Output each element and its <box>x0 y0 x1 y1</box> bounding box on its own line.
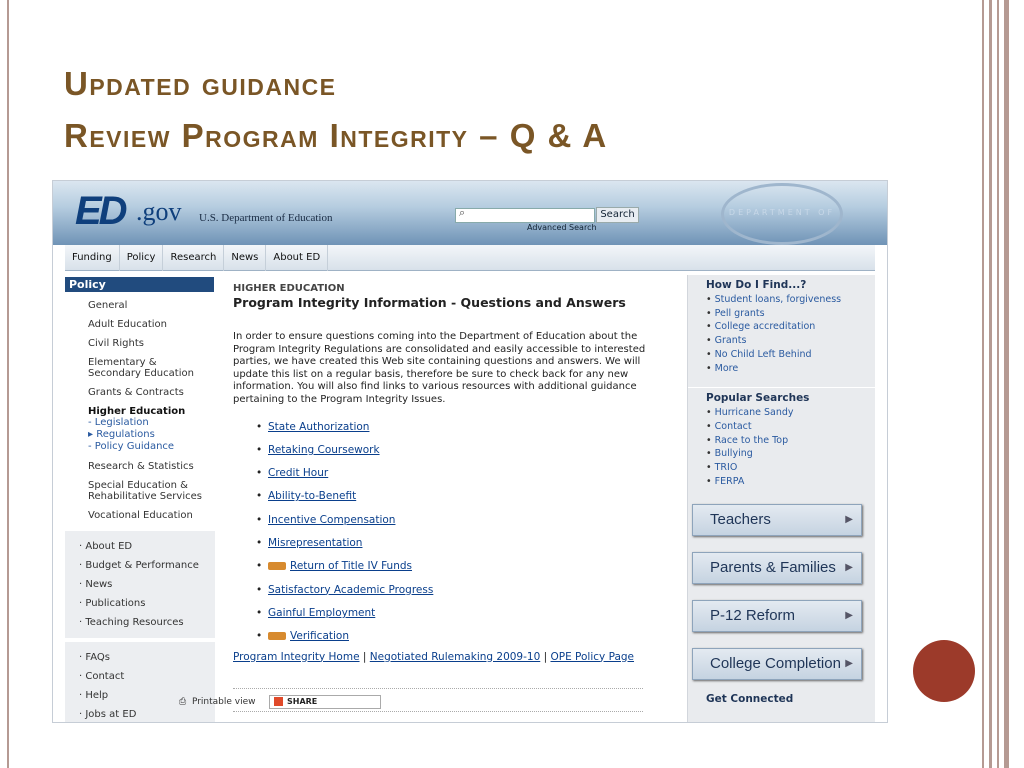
link-program-integrity-home[interactable]: Program Integrity Home <box>233 650 360 663</box>
sidebar-item-higher-education[interactable]: Higher Education <box>88 406 186 417</box>
sidebar-link-teaching-resources-label: Teaching Resources <box>85 617 184 628</box>
sidebar-subitem-legislation-label: Legislation <box>94 417 149 428</box>
sidebar-item-general[interactable]: General <box>88 300 128 311</box>
department-seal: DEPARTMENT OF <box>721 183 843 245</box>
sidebar-item-elementary-line1: Elementary & <box>88 357 157 368</box>
ed-logo[interactable]: ED <box>75 189 125 233</box>
web-screenshot <box>52 180 888 723</box>
search-button[interactable]: Search <box>596 207 639 223</box>
list-item <box>233 532 673 555</box>
link-state-authorization[interactable]: State Authorization <box>268 420 370 433</box>
link-credit-hour[interactable]: Credit Hour <box>268 467 329 480</box>
sidebar-subitem-legislation[interactable]: - Legislation <box>88 417 149 428</box>
sidebar-link-faqs-label: FAQs <box>85 652 110 663</box>
right-border-3 <box>997 0 999 768</box>
advanced-search-link[interactable]: Advanced Search <box>527 223 597 232</box>
how-link[interactable]: • No Child Left Behind <box>706 348 875 362</box>
popular-link[interactable]: • Bullying <box>706 447 875 461</box>
sidebar-link-publications-label: Publications <box>85 598 146 609</box>
right-border-4 <box>1004 0 1009 768</box>
sidebar-group-2 <box>65 642 215 723</box>
list-item <box>233 509 673 532</box>
how-link[interactable]: • Pell grants <box>706 307 875 321</box>
search-input[interactable] <box>455 208 595 223</box>
link-return-of-title-iv[interactable]: Return of Title IV Funds <box>290 560 413 573</box>
sidebar-link-contact-label: Contact <box>85 671 125 682</box>
sidebar-item-civil-rights[interactable]: Civil Rights <box>88 338 144 349</box>
popular-searches-heading: Popular Searches <box>706 392 810 405</box>
chevron-right-icon: ▶ <box>845 514 853 526</box>
how-link[interactable]: • Student loans, forgiveness <box>706 293 875 307</box>
search-icon: ⌕ <box>459 206 466 219</box>
sidebar-header: Policy <box>65 277 214 292</box>
sidebar-subitem-policy-guidance[interactable]: - Policy Guidance <box>88 441 175 452</box>
sidebar-link-jobs[interactable]: · Jobs at ED <box>79 709 137 720</box>
section-kicker: HIGHER EDUCATION <box>233 283 345 294</box>
link-ability-to-benefit[interactable]: Ability-to-Benefit <box>268 490 357 503</box>
bottom-links: Program Integrity Home | Negotiated Rulemaking 2009-10 | OPE Policy Page <box>233 650 635 663</box>
how-link[interactable]: • More <box>706 362 875 376</box>
sidebar-link-about-ed-label: About ED <box>85 541 133 552</box>
link-satisfactory-progress[interactable]: Satisfactory Academic Progress <box>268 583 434 596</box>
sidebar-link-about-ed[interactable]: · About ED <box>79 541 133 552</box>
new-badge-icon <box>268 632 286 640</box>
main-content <box>233 283 673 712</box>
printable-view-link[interactable] <box>179 697 256 707</box>
sidebar-link-faqs[interactable]: · FAQs <box>79 652 110 663</box>
parents-families-button[interactable] <box>692 552 862 584</box>
list-item <box>233 579 673 602</box>
department-name: U.S. Department of Education <box>199 212 333 224</box>
site-header <box>53 181 888 245</box>
intro-paragraph: In order to ensure questions coming into the Department of Education about the Program Integrity Regulations are consolidated and easily accessible to interested parties, we have created this Web site containing questions and answers. We will update this list on a regular basis, therefore be sure to check back for any new information. You will also find links to various resources with additional guidance pertaining to the Program Integrity Issues. <box>233 331 646 405</box>
share-button[interactable] <box>269 695 381 709</box>
teachers-button[interactable] <box>692 504 862 536</box>
p12-reform-label: P-12 Reform <box>710 607 796 625</box>
right-sidebar <box>687 275 875 723</box>
how-link[interactable]: • College accreditation <box>706 320 875 334</box>
ed-logo-suffix[interactable]: .gov <box>136 197 182 226</box>
list-item <box>233 439 673 462</box>
sidebar-subitem-policy-guidance-label: Policy Guidance <box>94 441 175 452</box>
college-completion-label: College Completion <box>710 655 841 673</box>
sidebar-link-publications[interactable]: · Publications <box>79 598 146 609</box>
right-border-2 <box>989 0 992 768</box>
sidebar-item-research[interactable]: Research & Statistics <box>88 461 194 472</box>
sidebar-item-elementary[interactable] <box>65 357 215 379</box>
main-nav <box>65 245 875 271</box>
popular-searches-list <box>688 406 875 488</box>
sidebar-link-contact[interactable]: · Contact <box>79 671 125 682</box>
sidebar-link-news[interactable]: · News <box>79 579 113 590</box>
sidebar-link-help-label: Help <box>85 690 109 701</box>
new-badge-icon <box>268 562 286 570</box>
sidebar-item-special-education-line2: Rehabilitative Services <box>88 491 202 502</box>
slide-title <box>64 58 608 162</box>
printable-view-label: Printable view <box>191 697 256 707</box>
popular-link[interactable]: • Hurricane Sandy <box>706 406 875 420</box>
page-title: Program Integrity Information - Questions and Answers <box>233 295 626 310</box>
share-label: SHARE <box>287 697 318 706</box>
how-link[interactable]: • Grants <box>706 334 875 348</box>
nav-funding[interactable]: Funding <box>65 245 120 271</box>
slide-title-line2: Review Program Integrity – Q & A <box>64 117 608 154</box>
divider <box>233 688 643 689</box>
left-sidebar <box>65 277 215 723</box>
sidebar-item-elementary-line2: Secondary Education <box>88 368 194 379</box>
link-misrepresentation[interactable]: Misrepresentation <box>268 537 363 550</box>
popular-link[interactable]: • TRIO <box>706 461 875 475</box>
sidebar-link-news-label: News <box>85 579 113 590</box>
link-incentive-compensation[interactable]: Incentive Compensation <box>268 513 396 526</box>
link-verification[interactable]: Verification <box>290 630 349 643</box>
left-border <box>7 0 9 768</box>
popular-link[interactable]: • Contact <box>706 420 875 434</box>
list-item <box>233 602 673 625</box>
sidebar-link-budget-label: Budget & Performance <box>85 560 199 571</box>
sidebar-group-1 <box>65 531 215 638</box>
chevron-right-icon: ▶ <box>845 658 853 670</box>
share-icon <box>274 697 283 706</box>
p12-reform-button[interactable] <box>692 600 862 632</box>
link-ope-policy[interactable]: OPE Policy Page <box>550 650 635 663</box>
nav-policy[interactable]: Policy <box>120 245 164 271</box>
chevron-right-icon: ▶ <box>845 562 853 574</box>
nav-news[interactable]: News <box>224 245 266 271</box>
printer-icon: ⎙ <box>179 697 187 707</box>
link-gainful-employment[interactable]: Gainful Employment <box>268 606 376 619</box>
sidebar-item-special-education-line1: Special Education & <box>88 480 188 491</box>
decorative-circle <box>913 640 975 702</box>
list-item <box>233 625 673 648</box>
sidebar-item-special-education[interactable] <box>65 480 215 502</box>
sidebar-item-adult-education[interactable]: Adult Education <box>88 319 168 330</box>
sidebar-link-teaching-resources[interactable]: · Teaching Resources <box>79 617 184 628</box>
sidebar-link-jobs-label: Jobs at ED <box>85 709 137 720</box>
sidebar-link-help[interactable]: · Help <box>79 690 109 701</box>
get-connected-heading: Get Connected <box>706 693 794 706</box>
list-item <box>233 416 673 439</box>
sidebar-subitem-regulations-label: Regulations <box>96 429 155 440</box>
sidebar-item-grants[interactable]: Grants & Contracts <box>88 387 184 398</box>
right-border-1 <box>982 0 984 768</box>
list-item <box>233 555 673 578</box>
how-do-i-find-heading: How Do I Find...? <box>706 279 807 291</box>
chevron-right-icon: ▶ <box>845 610 853 622</box>
parents-families-label: Parents & Families <box>710 559 836 577</box>
sidebar-item-vocational[interactable]: Vocational Education <box>88 510 193 521</box>
teachers-label: Teachers <box>710 511 771 529</box>
list-item <box>233 462 673 485</box>
popular-link[interactable]: • FERPA <box>706 475 875 489</box>
sidebar-subitem-regulations[interactable]: ▸ Regulations <box>88 429 155 440</box>
how-do-i-find-list <box>688 293 875 375</box>
popular-link[interactable]: • Race to the Top <box>706 434 875 448</box>
nav-about-ed[interactable]: About ED <box>266 245 328 271</box>
sidebar-link-budget[interactable]: · Budget & Performance <box>79 560 199 571</box>
divider <box>233 711 643 712</box>
list-item <box>233 485 673 508</box>
link-negotiated-rulemaking[interactable]: Negotiated Rulemaking 2009-10 <box>369 650 541 663</box>
link-retaking-coursework[interactable]: Retaking Coursework <box>268 443 380 456</box>
college-completion-button[interactable] <box>692 648 862 680</box>
qa-link-list <box>233 416 673 649</box>
slide-title-line1: Updated guidance <box>64 65 337 102</box>
nav-research[interactable]: Research <box>163 245 224 271</box>
